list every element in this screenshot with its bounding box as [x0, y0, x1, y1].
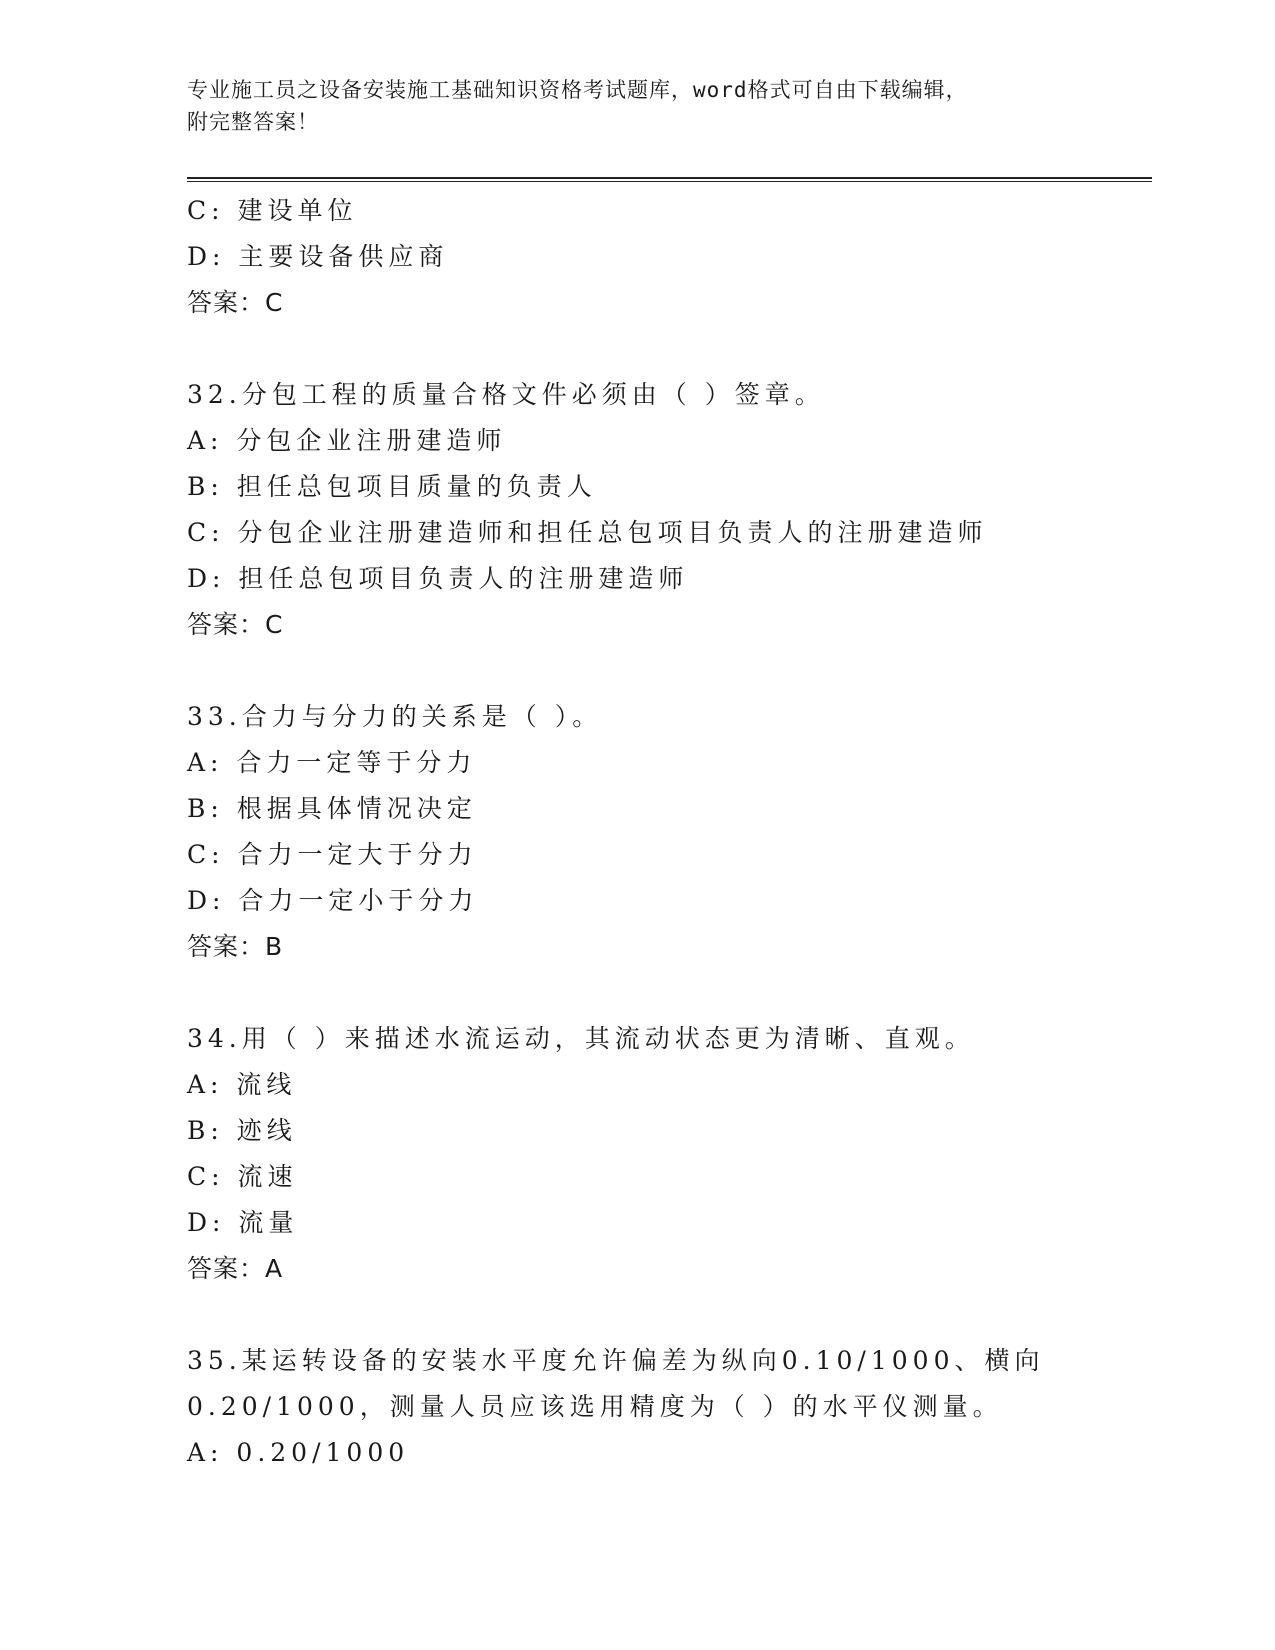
- question-text: 32.分包工程的质量合格文件必须由（ ）签章。: [187, 380, 825, 409]
- question-block-33: [187, 694, 1152, 970]
- block-spacer: [187, 648, 1152, 694]
- option-c: C: 建设单位: [187, 196, 358, 225]
- option-a: A: 分包企业注册建造师: [187, 426, 507, 455]
- question-block-32: [187, 372, 1152, 648]
- block-spacer: [187, 1292, 1152, 1338]
- page-header: [187, 74, 1067, 138]
- question-text-continued: 0.20/1000，测量人员应该选用精度为（ ）的水平仪测量。: [187, 1392, 1003, 1421]
- header-divider: [187, 177, 1152, 182]
- option-b: B: 迹线: [187, 1116, 297, 1145]
- option-a: A: 合力一定等于分力: [187, 748, 477, 777]
- answer-line: 答案：C: [187, 610, 284, 639]
- option-a: A: 0.20/1000: [187, 1438, 410, 1467]
- question-text: 35.某运转设备的安装水平度允许偏差为纵向0.10/1000、横向: [187, 1346, 1045, 1375]
- option-a: A: 流线: [187, 1070, 297, 1099]
- question-text: 34.用（ ）来描述水流运动，其流动状态更为清晰、直观。: [187, 1024, 975, 1053]
- option-b: B: 根据具体情况决定: [187, 794, 477, 823]
- option-c: C: 流速: [187, 1162, 298, 1191]
- block-spacer: [187, 326, 1152, 372]
- header-title-line-1: 专业施工员之设备安装施工基础知识资格考试题库，word格式可自由下载编辑，: [187, 78, 968, 102]
- question-text: 33.合力与分力的关系是（ ）。: [187, 702, 603, 731]
- question-block-35: [187, 1338, 1152, 1476]
- option-c: C: 分包企业注册建造师和担任总包项目负责人的注册建造师: [187, 518, 988, 547]
- option-d: D: 流量: [187, 1208, 299, 1237]
- answer-line: 答案：A: [187, 1254, 284, 1283]
- answer-line: 答案：B: [187, 932, 284, 961]
- option-d: D: 担任总包项目负责人的注册建造师: [187, 564, 689, 593]
- option-d: D: 主要设备供应商: [187, 242, 449, 271]
- answer-line: 答案：C: [187, 288, 284, 317]
- question-block-34: [187, 1016, 1152, 1292]
- question-block-31: [187, 188, 1152, 326]
- question-list: [187, 188, 1152, 1476]
- option-c: C: 合力一定大于分力: [187, 840, 478, 869]
- option-b: B: 担任总包项目质量的负责人: [187, 472, 597, 501]
- header-title-line-2: 附完整答案！: [187, 110, 319, 134]
- block-spacer: [187, 970, 1152, 1016]
- option-d: D: 合力一定小于分力: [187, 886, 479, 915]
